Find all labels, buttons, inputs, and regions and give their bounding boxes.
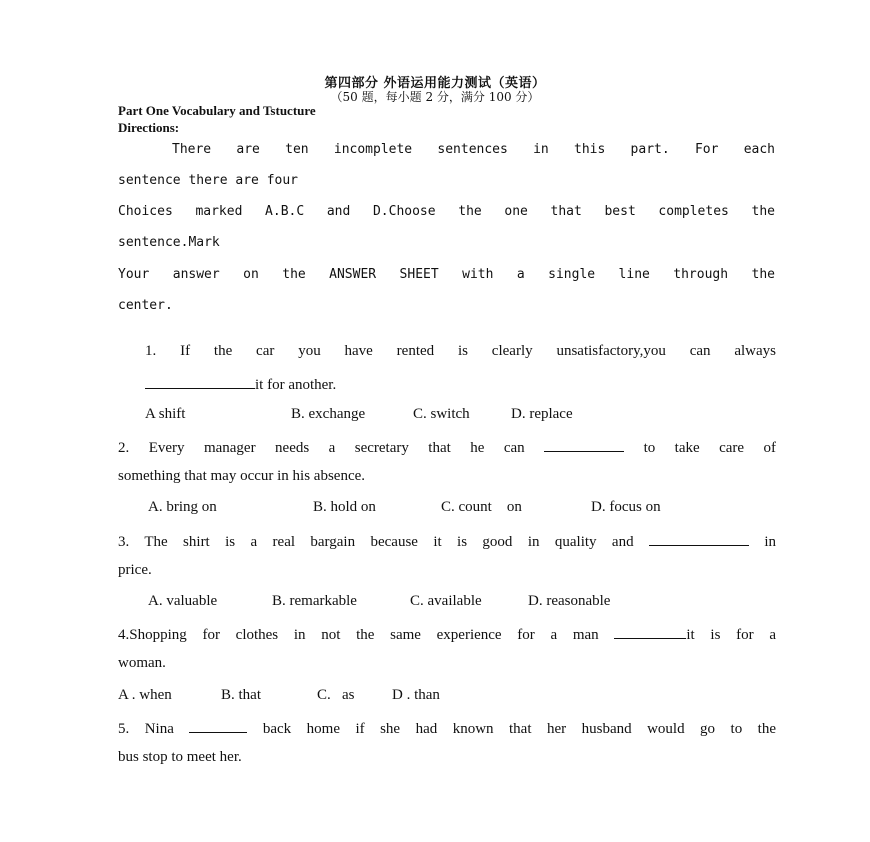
part-title: Part One Vocabulary and Tstucture <box>118 103 316 118</box>
answer-blank <box>544 437 624 452</box>
question-3-text: 3. The shirt is a real bargain because it is good in quality and <box>118 534 634 550</box>
option-d: D. focus on <box>591 499 661 515</box>
option-c: C. available <box>410 593 482 609</box>
directions-line: center. <box>118 298 173 313</box>
question-1-text: it for another. <box>255 377 337 393</box>
question-1-line <box>145 374 803 394</box>
question-2-line: something that may occur in his absence. <box>118 468 366 484</box>
directions-line: Your answer on the ANSWER SHEET with a single line through the <box>118 267 775 282</box>
directions-line: There are ten incomplete sentences in this part. For each <box>172 142 775 157</box>
answer-blank <box>189 718 247 733</box>
question-3-line <box>118 531 776 551</box>
question-5-line: bus stop to meet her. <box>118 749 242 765</box>
option-a: A. bring on <box>148 499 217 515</box>
directions-line: sentence.Mark <box>118 235 220 250</box>
section-subtitle: （50 题，每小题 2 分，满分 100 分） <box>330 90 540 104</box>
answer-blank <box>614 624 686 639</box>
option-c: C. switch <box>413 406 470 422</box>
answer-blank <box>649 531 749 546</box>
directions-line: sentence there are four <box>118 173 299 188</box>
option-b: B. hold on <box>313 499 376 515</box>
option-b: B. exchange <box>291 406 366 422</box>
option-b: B. that <box>221 687 261 703</box>
question-5-line <box>118 718 776 738</box>
option-c: C. count on <box>441 499 522 515</box>
question-2-text: 2. Every manager needs a secretary that he can <box>118 440 525 456</box>
option-a: A shift <box>145 406 186 422</box>
section-title: 第四部分 外语运用能力测试（英语） <box>324 76 546 91</box>
option-d: D. replace <box>511 406 573 422</box>
question-2-text: to take care of <box>643 440 777 456</box>
option-d: D. reasonable <box>528 593 611 609</box>
question-5-text: back home if she had known that her husband would go to the <box>262 721 777 737</box>
question-5-text: 5. Nina <box>118 721 174 737</box>
option-a: A. valuable <box>148 593 218 609</box>
directions-line: Choices marked A.B.C and D.Choose the one that best completes the <box>118 204 775 219</box>
question-1-line: 1. If the car you have rented is clearly unsatisfactory,you can always <box>145 343 776 359</box>
question-4-line <box>118 624 776 644</box>
answer-blank <box>145 374 255 389</box>
question-3-line: price. <box>118 562 152 578</box>
question-3-text: in <box>764 534 777 550</box>
question-2-line <box>118 437 776 457</box>
question-4-text: 4.Shopping for clothes in not the same experience for a man <box>118 627 599 643</box>
question-4-line: woman. <box>118 655 166 671</box>
option-c: C. as <box>317 687 355 703</box>
option-a: A . when <box>118 687 172 703</box>
option-b: B. remarkable <box>272 593 357 609</box>
option-d: D . than <box>392 687 440 703</box>
question-4-text: it is for a <box>686 627 776 643</box>
directions-label: Directions: <box>118 120 180 135</box>
